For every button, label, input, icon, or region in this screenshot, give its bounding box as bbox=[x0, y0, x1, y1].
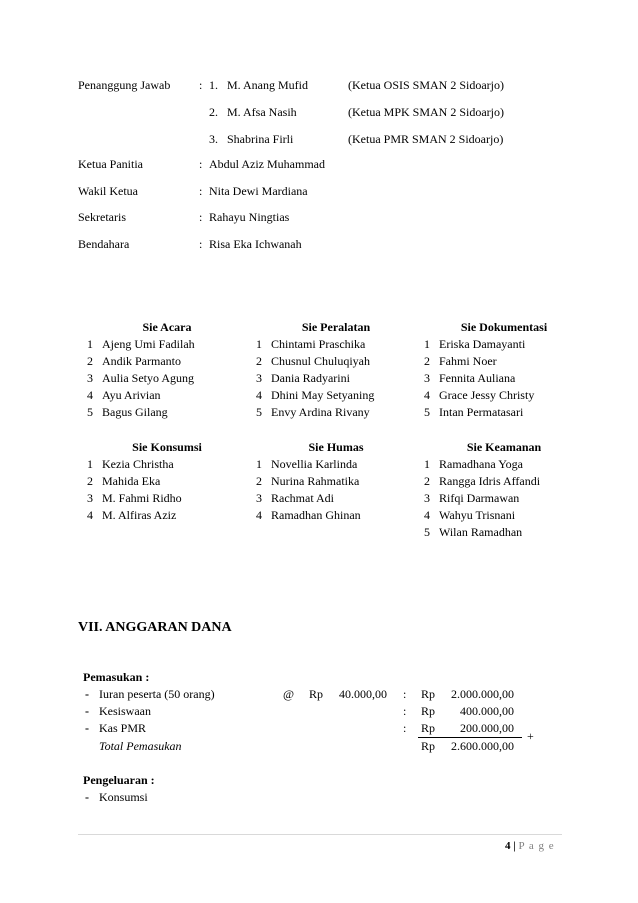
member-num: 3 bbox=[256, 371, 262, 385]
member-num: 4 bbox=[87, 388, 93, 402]
member-num: 2 bbox=[256, 354, 262, 368]
sie-keamanan bbox=[424, 438, 584, 541]
member-name: Rangga Idris Affandi bbox=[439, 474, 541, 488]
list-item bbox=[424, 336, 584, 353]
member-name: Envy Ardina Rivany bbox=[271, 405, 370, 419]
unit-price: 40.000,00 bbox=[339, 687, 387, 701]
wakil-label: Wakil Ketua bbox=[78, 184, 139, 198]
list-item bbox=[256, 370, 416, 387]
member-name: M. Fahmi Ridho bbox=[102, 491, 182, 505]
bendahara-label: Bendahara bbox=[78, 237, 130, 251]
sie-title: Sie Acara bbox=[142, 320, 192, 334]
member-num: 4 bbox=[424, 388, 430, 402]
penanggung-role: (Ketua OSIS SMAN 2 Sidoarjo) bbox=[348, 78, 504, 92]
member-num: 2 bbox=[424, 354, 430, 368]
member-num: 5 bbox=[424, 525, 430, 539]
penanggung-role: (Ketua MPK SMAN 2 Sidoarjo) bbox=[348, 105, 504, 119]
member-num: 1 bbox=[87, 457, 93, 471]
member-name: Fennita Auliana bbox=[439, 371, 516, 385]
member-num: 3 bbox=[87, 371, 93, 385]
sie-humas bbox=[256, 438, 416, 524]
member-name: Ramadhana Yoga bbox=[439, 457, 523, 471]
member-name: Grace Jessy Christy bbox=[439, 388, 535, 402]
member-name: Wilan Ramadhan bbox=[439, 525, 523, 539]
list-item bbox=[424, 387, 584, 404]
member-num: 1 bbox=[424, 457, 430, 471]
colon: : bbox=[199, 157, 203, 171]
penanggung-num: 2. bbox=[209, 105, 218, 119]
list-item bbox=[87, 387, 247, 404]
total-label: Total Pemasukan bbox=[99, 739, 182, 753]
member-name: Andik Parmanto bbox=[102, 354, 181, 368]
sie-title: Sie Dokumentasi bbox=[460, 320, 548, 334]
penanggung-jawab-label: Penanggung Jawab bbox=[78, 78, 171, 92]
dash: - bbox=[85, 704, 89, 718]
penanggung-name: M. Afsa Nasih bbox=[227, 105, 297, 119]
page-footer bbox=[505, 840, 555, 852]
sekretaris-value: Rahayu Ningtias bbox=[209, 210, 290, 224]
list-item bbox=[256, 490, 416, 507]
footer-divider bbox=[78, 834, 562, 835]
list-item bbox=[424, 353, 584, 370]
ketua-value: Abdul Aziz Muhammad bbox=[209, 157, 325, 171]
pengeluaran-title: Pengeluaran : bbox=[83, 773, 155, 787]
member-name: Ramadhan Ghinan bbox=[271, 508, 361, 522]
member-name: M. Alfiras Aziz bbox=[102, 508, 177, 522]
member-num: 2 bbox=[87, 354, 93, 368]
member-num: 3 bbox=[424, 371, 430, 385]
list-item bbox=[424, 507, 584, 524]
amount: 200.000,00 bbox=[460, 721, 514, 735]
list-item bbox=[424, 490, 584, 507]
list-item bbox=[87, 473, 247, 490]
member-name: Novellia Karlinda bbox=[271, 457, 358, 471]
member-num: 5 bbox=[424, 405, 430, 419]
amount: 400.000,00 bbox=[460, 704, 514, 718]
list-item bbox=[424, 473, 584, 490]
dash: - bbox=[85, 687, 89, 701]
colon: : bbox=[199, 210, 203, 224]
member-name: Intan Permatasari bbox=[439, 405, 524, 419]
sie-title: Sie Konsumsi bbox=[132, 440, 202, 454]
sum-line bbox=[418, 737, 522, 738]
ketua-label: Ketua Panitia bbox=[78, 157, 143, 171]
member-name: Fahmi Noer bbox=[439, 354, 497, 368]
colon: : bbox=[199, 184, 203, 198]
sie-acara bbox=[87, 318, 247, 421]
income-label: Kas PMR bbox=[99, 721, 147, 735]
rp: Rp bbox=[421, 721, 436, 735]
member-name: Mahida Eka bbox=[102, 474, 161, 488]
list-item bbox=[87, 353, 247, 370]
list-item bbox=[87, 404, 247, 421]
penanggung-num: 3. bbox=[209, 132, 218, 146]
income-label: Kesiswaan bbox=[99, 704, 151, 718]
list-item bbox=[87, 456, 247, 473]
unit-rp: Rp bbox=[309, 687, 324, 701]
member-name: Eriska Damayanti bbox=[439, 337, 526, 351]
member-num: 2 bbox=[87, 474, 93, 488]
member-num: 2 bbox=[256, 474, 262, 488]
bendahara-value: Risa Eka Ichwanah bbox=[209, 237, 302, 251]
wakil-value: Nita Dewi Mardiana bbox=[209, 184, 308, 198]
member-name: Kezia Christha bbox=[102, 457, 174, 471]
list-item bbox=[87, 507, 247, 524]
rp: Rp bbox=[421, 687, 436, 701]
colon: : bbox=[403, 721, 407, 735]
dash: - bbox=[85, 790, 89, 804]
member-name: Wahyu Trisnani bbox=[439, 508, 516, 522]
member-name: Ayu Arivian bbox=[102, 388, 161, 402]
colon: : bbox=[199, 78, 203, 92]
list-item bbox=[256, 353, 416, 370]
list-item bbox=[87, 490, 247, 507]
list-item bbox=[256, 387, 416, 404]
penanggung-name: Shabrina Firli bbox=[227, 132, 294, 146]
member-name: Rifqi Darmawan bbox=[439, 491, 520, 505]
list-item bbox=[424, 404, 584, 421]
member-num: 2 bbox=[424, 474, 430, 488]
list-item bbox=[256, 473, 416, 490]
colon: : bbox=[403, 687, 407, 701]
member-num: 3 bbox=[256, 491, 262, 505]
sie-konsumsi bbox=[87, 438, 247, 524]
amount: 2.000.000,00 bbox=[451, 687, 514, 701]
member-num: 4 bbox=[256, 388, 262, 402]
sie-title: Sie Keamanan bbox=[466, 440, 542, 454]
list-item bbox=[256, 507, 416, 524]
list-item bbox=[87, 336, 247, 353]
member-num: 4 bbox=[424, 508, 430, 522]
sie-peralatan bbox=[256, 318, 416, 421]
sie-dokumentasi bbox=[424, 318, 584, 421]
member-num: 3 bbox=[87, 491, 93, 505]
member-num: 1 bbox=[424, 337, 430, 351]
rp: Rp bbox=[421, 739, 436, 753]
list-item bbox=[424, 370, 584, 387]
member-name: Dhini May Setyaning bbox=[271, 388, 375, 402]
member-num: 1 bbox=[256, 337, 262, 351]
sekretaris-label: Sekretaris bbox=[78, 210, 126, 224]
member-num: 1 bbox=[256, 457, 262, 471]
total-amount: 2.600.000,00 bbox=[451, 739, 514, 753]
plus-sign: + bbox=[527, 729, 534, 743]
page-label: P a g e bbox=[518, 840, 555, 852]
member-name: Aulia Setyo Agung bbox=[102, 371, 194, 385]
penanggung-name: M. Anang Mufid bbox=[227, 78, 308, 92]
member-num: 1 bbox=[87, 337, 93, 351]
page-separator: | bbox=[513, 840, 516, 852]
member-name: Nurina Rahmatika bbox=[271, 474, 360, 488]
member-num: 5 bbox=[87, 405, 93, 419]
member-num: 3 bbox=[424, 491, 430, 505]
member-name: Chintami Praschika bbox=[271, 337, 366, 351]
member-num: 4 bbox=[87, 508, 93, 522]
member-name: Bagus Gilang bbox=[102, 405, 168, 419]
colon: : bbox=[403, 704, 407, 718]
rp: Rp bbox=[421, 704, 436, 718]
list-item bbox=[424, 524, 584, 541]
penanggung-num: 1. bbox=[209, 78, 218, 92]
sie-title: Sie Humas bbox=[308, 440, 364, 454]
list-item bbox=[424, 456, 584, 473]
pemasukan-title: Pemasukan : bbox=[83, 670, 150, 684]
list-item bbox=[87, 370, 247, 387]
income-label: Iuran peserta (50 orang) bbox=[99, 687, 215, 701]
penanggung-role: (Ketua PMR SMAN 2 Sidoarjo) bbox=[348, 132, 504, 146]
member-name: Dania Radyarini bbox=[271, 371, 350, 385]
member-num: 4 bbox=[256, 508, 262, 522]
member-num: 5 bbox=[256, 405, 262, 419]
member-name: Rachmat Adi bbox=[271, 491, 334, 505]
sie-title: Sie Peralatan bbox=[301, 320, 371, 334]
list-item bbox=[256, 456, 416, 473]
colon: : bbox=[199, 237, 203, 251]
expense-label: Konsumsi bbox=[99, 790, 148, 804]
section-title: VII. ANGGARAN DANA bbox=[78, 620, 232, 635]
list-item bbox=[256, 404, 416, 421]
at-sign: @ bbox=[283, 687, 295, 701]
member-name: Ajeng Umi Fadilah bbox=[102, 337, 195, 351]
page-number: 4 bbox=[505, 840, 511, 852]
list-item bbox=[256, 336, 416, 353]
dash: - bbox=[85, 721, 89, 735]
member-name: Chusnul Chuluqiyah bbox=[271, 354, 371, 368]
